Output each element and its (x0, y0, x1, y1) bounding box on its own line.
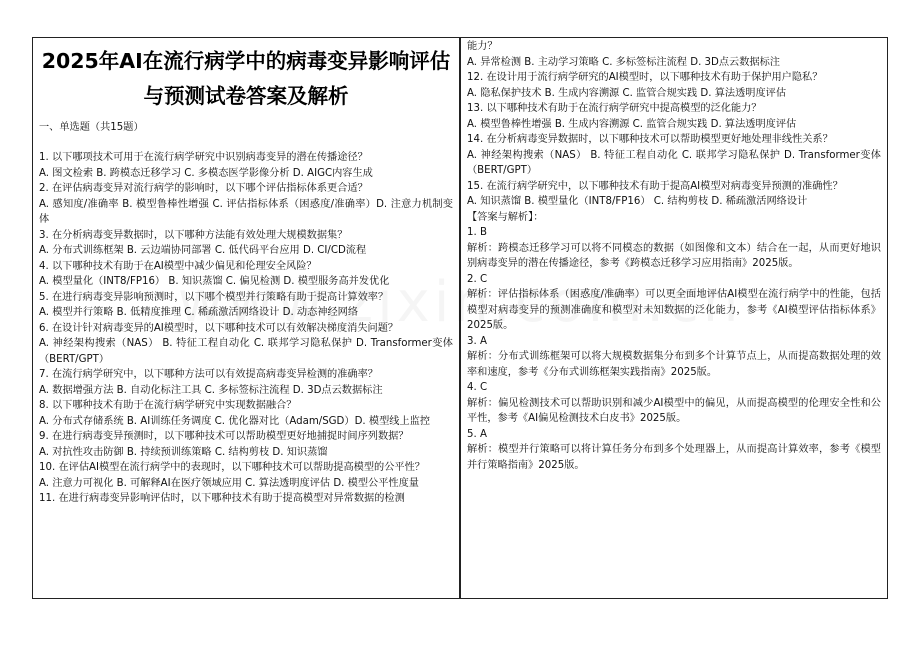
text-line: 4. 以下哪种技术有助于在AI模型中减少偏见和伦理安全风险？ (39, 260, 317, 272)
text-line: A. 知识蒸馏 B. 模型量化（INT8/FP16） C. 结构剪枝 D. 稀疏激活网络设计 (467, 196, 808, 207)
document-title: 2025年AI在流行病学中的病毒变异影响评估与预测试卷答案及解析 (41, 49, 451, 108)
text-line: A. 神经架构搜索（NAS） B. 特征工程自动化 C. 联邦学习隐私保护 D. Transformer变体（BERT/GPT） (467, 149, 881, 176)
text-line: A. 模型并行策略 B. 低精度推理 C. 稀疏激活网络设计 D. 动态神经网络 (39, 307, 359, 318)
text-line: 2. 在评估病毒变异对流行病学的影响时，以下哪个评估指标体系更合适？ (39, 183, 368, 194)
text-line: 14. 在分析病毒变异数据时，以下哪种技术可以帮助模型更好地处理非线性关系？ (467, 134, 833, 145)
text-line: 9. 在进行病毒变异预测时，以下哪种技术可以帮助模型更好地捕捉时间序列数据？ (39, 431, 409, 442)
text-line: 2. C (467, 273, 488, 285)
text-line: 3. A (467, 335, 487, 347)
text-line: A. 异常检测 B. 主动学习策略 C. 多标签标注流程 D. 3D点云数据标注 (467, 56, 780, 68)
text-line: 解析：模型并行策略可以将计算任务分布到多个处理器上，从而提高计算效率，参考《模型并行策略指南》2025版。 (467, 444, 881, 471)
text-line: 15. 在流行病学研究中，以下哪种技术有助于提高AI模型对病毒变异预测的准确性？ (467, 180, 843, 192)
answer-list (461, 39, 887, 473)
text-line: A. 注意力可视化 B. 可解释AI在医疗领域应用 C. 算法透明度评估 D. 模型公平性度量 (39, 477, 419, 489)
text-line: A. 图文检索 B. 跨模态迁移学习 C. 多模态医学影像分析 D. AIGC内容生成 (39, 167, 373, 179)
text-line: 【答案与解析】： (467, 211, 544, 223)
text-line: A. 数据增强方法 B. 自动化标注工具 C. 多标签标注流程 D. 3D点云数据标注 (39, 384, 383, 396)
right-column (460, 37, 888, 599)
question-list (33, 150, 459, 507)
text-line: A. 隐私保护技术 B. 生成内容溯源 C. 监管合规实践 D. 算法透明度评估 (467, 87, 787, 99)
text-line: 5. 在进行病毒变异影响预测时，以下哪个模型并行策略有助于提高计算效率？ (39, 291, 389, 303)
text-line: 1. B (467, 227, 487, 238)
text-line: A. 神经架构搜索（NAS） B. 特征工程自动化 C. 联邦学习隐私保护 D. Transformer变体（BERT/GPT） (39, 338, 453, 365)
text-line: 10. 在评估AI模型在流行病学中的表现时，以下哪种技术可以帮助提高模型的公平性？ (39, 462, 425, 473)
text-line: A. 分布式存储系统 B. AI训练任务调度 C. 优化器对比（Adam/SGD）D. 模型线上监控 (39, 415, 431, 427)
text-line: 11. 在进行病毒变异影响评估时，以下哪种技术有助于提高模型对异常数据的检测 (39, 493, 405, 504)
text-line: 8. 以下哪种技术有助于在流行病学研究中实现数据融合？ (39, 400, 297, 411)
text-line: 解析：跨模态迁移学习可以将不同模态的数据（如图像和文本）结合在一起，从而更好地识别病毒变异的潜在传播途径，参考《跨模态迁移学习应用指南》2025版。 (467, 242, 881, 269)
left-column (32, 37, 460, 599)
text-line: 3. 在分析病毒变异数据时，以下哪种方法能有效处理大规模数据集？ (39, 229, 348, 241)
text-line: 解析：评估指标体系（困惑度/准确率）可以更全面地评估AI模型在流行病学中的性能，包括模型对病毒变异的预测准确度和模型对未知数据的泛化能力，参考《AI模型评估指标体系》2025版。 (467, 289, 881, 331)
text-line: A. 模型鲁棒性增强 B. 生成内容溯源 C. 监管合规实践 D. 算法透明度评估 (467, 118, 797, 130)
text-line: 6. 在设计针对病毒变异的AI模型时，以下哪种技术可以有效解决梯度消失问题？ (39, 322, 399, 334)
text-line: A. 对抗性攻击防御 B. 持续预训练策略 C. 结构剪枝 D. 知识蒸馏 (39, 446, 328, 458)
text-line: 4. C (467, 382, 488, 393)
text-line: 能力？ (467, 41, 498, 52)
text-line: A. 感知度/准确率 B. 模型鲁棒性增强 C. 评估指标体系（困惑度/准确率）D. 注意力机制变体 (39, 198, 453, 225)
text-line: 13. 以下哪种技术有助于在流行病学研究中提高模型的泛化能力？ (467, 103, 762, 114)
text-line: 解析：偏见检测技术可以帮助识别和减少AI模型中的偏见，从而提高模型的伦理安全性和公平性，参考《AI偏见检测技术白皮书》2025版。 (467, 397, 881, 424)
text-line: 12. 在设计用于流行病学研究的AI模型时，以下哪种技术有助于保护用户隐私？ (467, 72, 823, 83)
text-line: A. 分布式训练框架 B. 云边端协同部署 C. 低代码平台应用 D. CI/CD流程 (39, 245, 367, 256)
section-heading: 一、单选题（共15题） (39, 122, 144, 133)
text-line: 7. 在流行病学研究中，以下哪种方法可以有效提高病毒变异检测的准确率？ (39, 369, 378, 380)
text-line: 1. 以下哪项技术可用于在流行病学研究中识别病毒变异的潜在传播途径？ (39, 152, 368, 163)
text-line: A. 模型量化（INT8/FP16） B. 知识蒸馏 C. 偏见检测 D. 模型服务高并发优化 (39, 276, 390, 287)
text-line: 解析：分布式训练框架可以将大规模数据集分布到多个计算节点上，从而提高数据处理的效率和速度，参考《分布式训练框架实践指南》2025版。 (467, 351, 881, 378)
text-line: 5. A (467, 428, 487, 440)
